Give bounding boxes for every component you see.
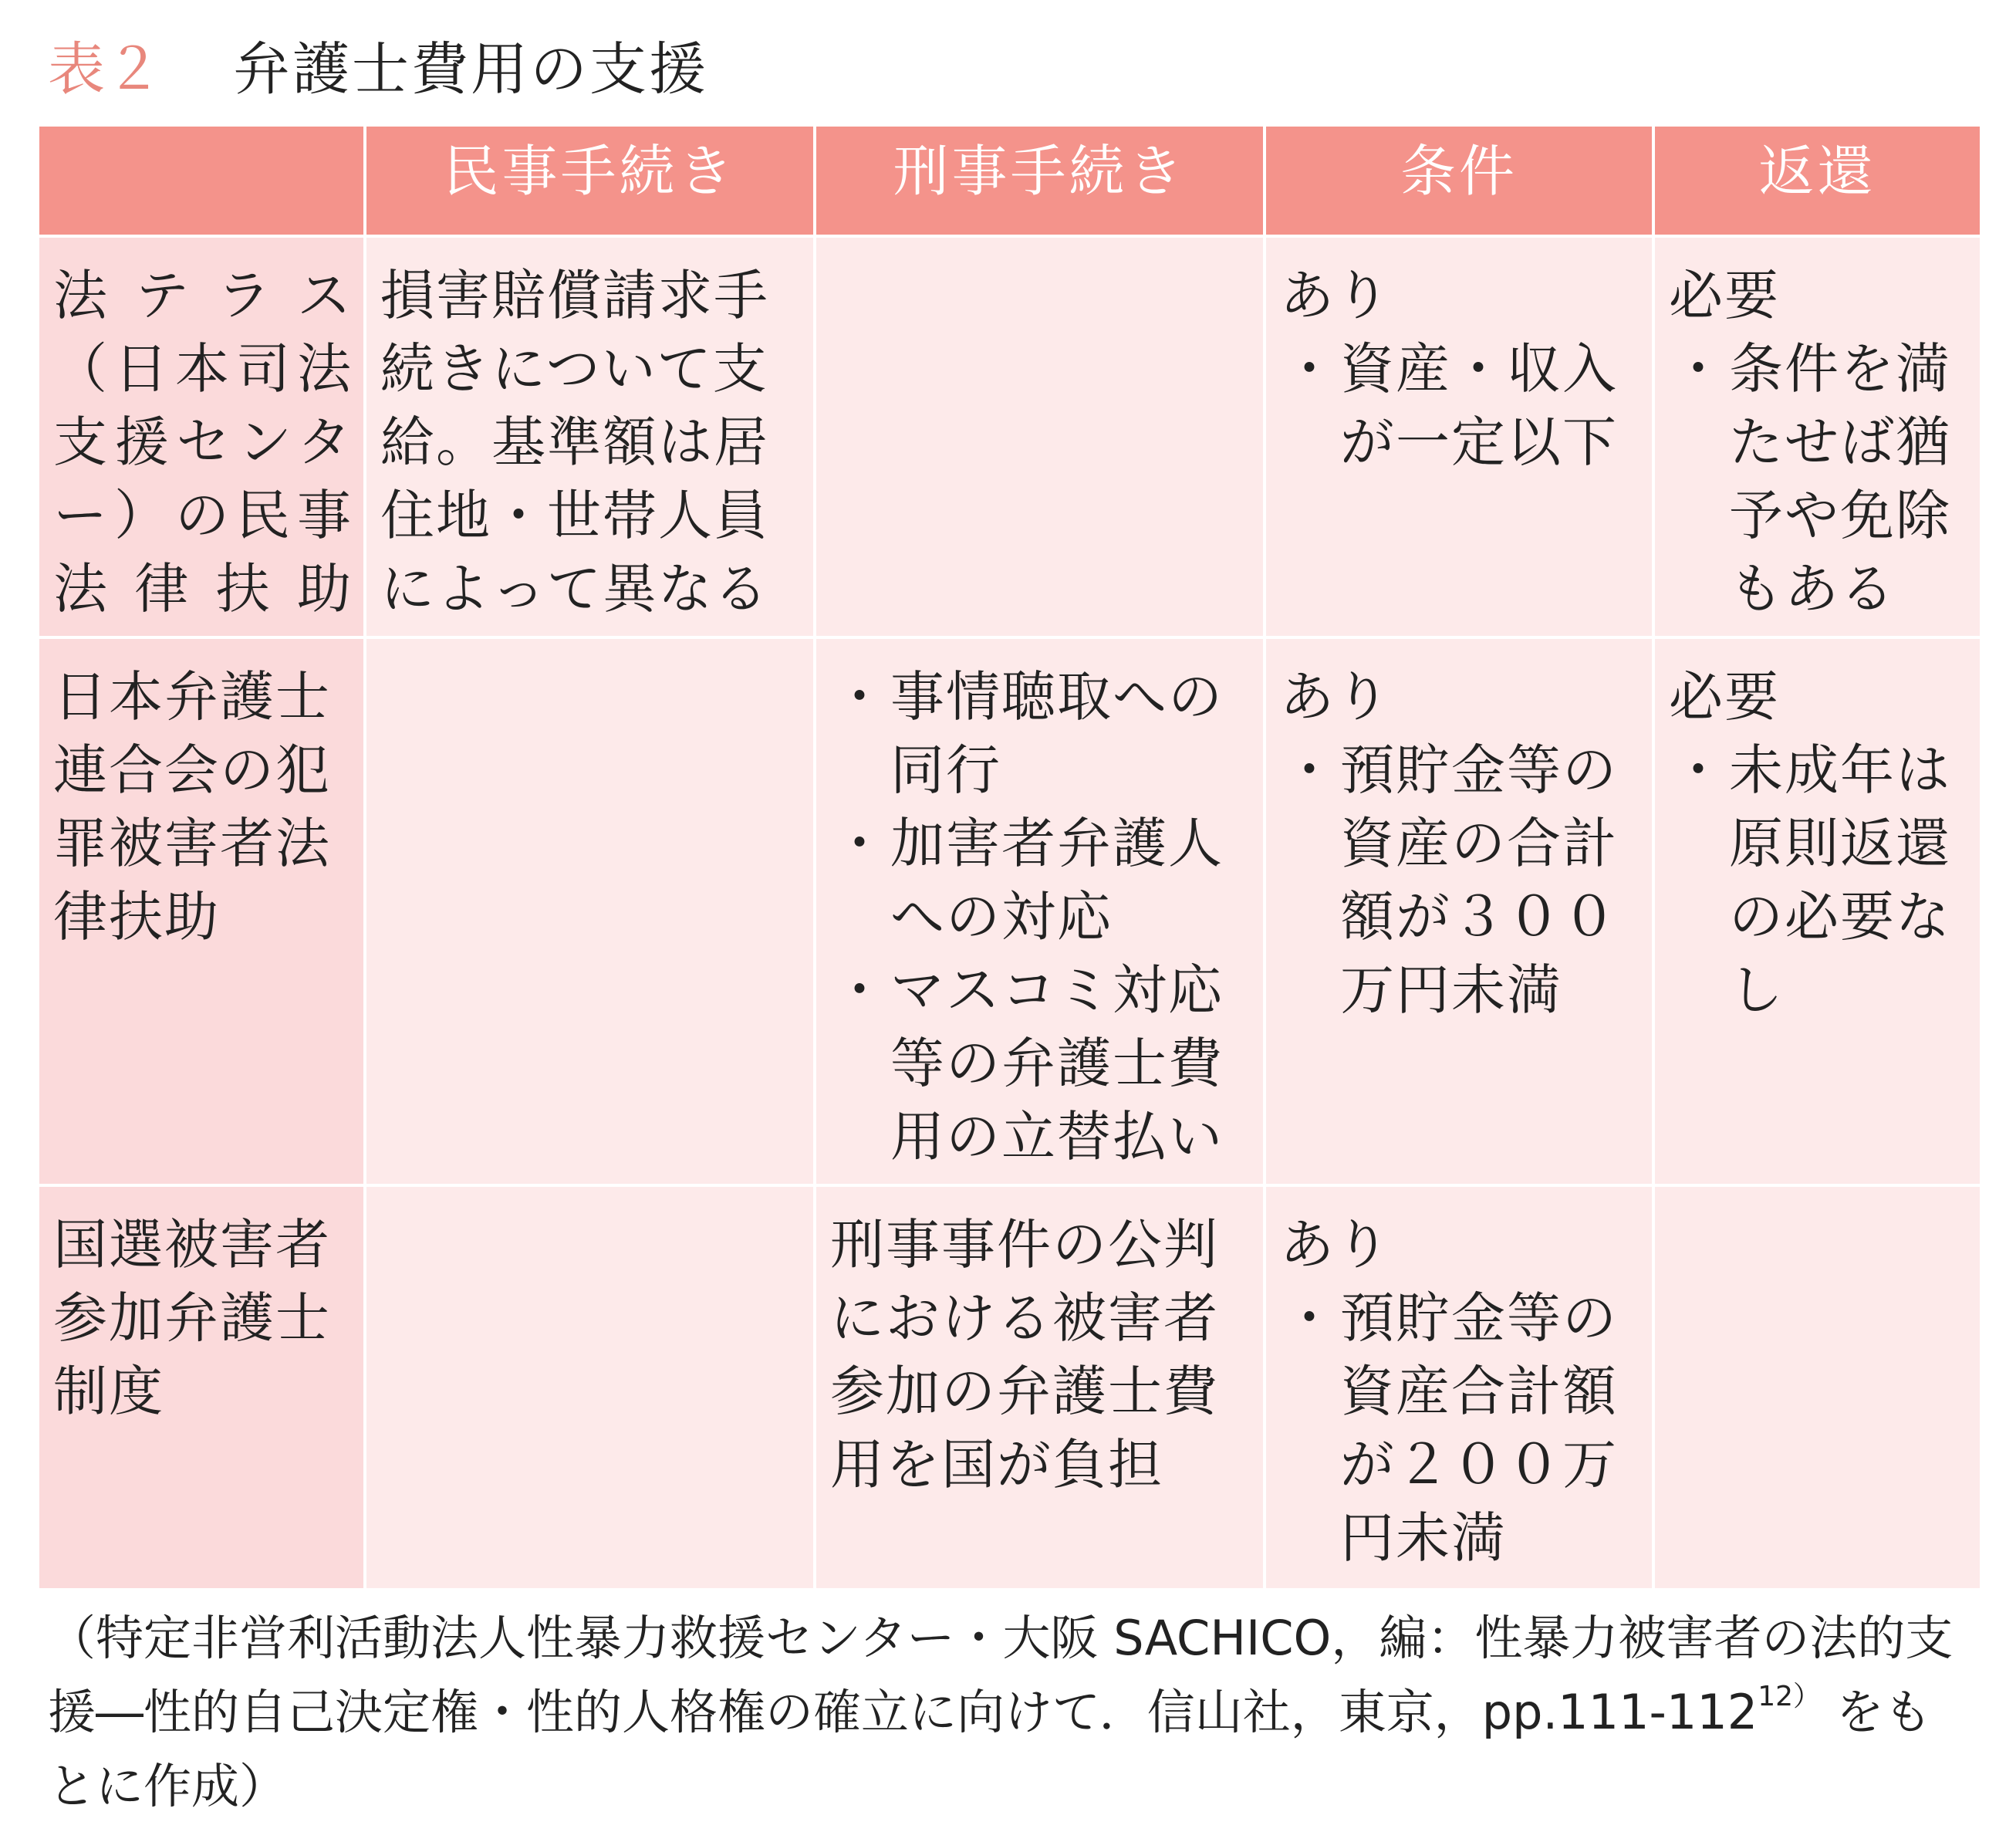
criminal-bullet-text: 事情聴取への同行 [890,665,1224,802]
table-row [38,637,1981,1185]
condition-cell [1265,1185,1653,1590]
table-row [38,1185,1981,1590]
condition-head: あり [1280,1213,1391,1276]
source-note-text: （特定非営利活動法人性暴力救援センター・大阪 SACHICO，編：性暴力被害者の法的支援―性的自己決定権・性的人格権の確立に向けて．信山社，東京，pp.111-112 [48,1610,1954,1740]
criminal-bullet [830,661,1252,807]
bullet-mark: ・ [1671,739,1727,802]
criminal-cell [815,1185,1265,1590]
source-note-suffix: をもとに作成） [48,1684,1932,1814]
table-number: 表２ [48,36,162,103]
repay-bullet-text: 条件を満たせば猶予や免除もある [1729,337,1951,620]
header-civil: 民事手続き [365,125,815,236]
repay-head [1655,1187,1980,1208]
repay-bullet-text: 未成年は原則返還の必要なし [1729,739,1951,1022]
civil-cell [365,236,815,637]
repay-head: 必要 [1669,264,1780,327]
criminal-text: 刑事事件の公判における被害者参加の弁護士費用を国が負担 [830,1213,1219,1496]
condition-cell [1265,236,1653,637]
support-table [36,123,1983,1591]
bullet-mark: ・ [1282,337,1338,401]
condition-bullet-text: 預貯金等の資産の合計額が３００万円未満 [1340,739,1618,1022]
header-condition: 条件 [1265,125,1653,236]
criminal-text [816,238,1263,259]
condition-bullet-text: 預貯金等の資産合計額が２００万円未満 [1340,1286,1618,1570]
criminal-bullet [830,954,1252,1174]
condition-bullet [1280,333,1641,479]
bullet-mark: ・ [1671,337,1727,401]
criminal-bullet-text: マスコミ対応等の弁護士費用の立替払い [890,958,1224,1168]
row-head-cell [38,236,365,637]
bullet-mark: ・ [1282,739,1338,802]
condition-bullet [1280,734,1641,1027]
bullet-mark: ・ [832,665,888,728]
criminal-cell [815,637,1265,1185]
civil-cell [365,1185,815,1590]
table-title-text: 弁護士費用の支援 [233,36,708,103]
bullet-mark: ・ [832,812,888,875]
civil-text: 損害賠償請求手続きについて支給。基準額は居住地・世帯人員によって異なる [380,264,769,620]
civil-text [366,639,813,661]
repay-bullet [1669,333,1969,626]
condition-cell [1265,637,1653,1185]
criminal-bullet [830,807,1252,954]
header-corner [38,125,365,236]
condition-bullet-text: 資産・収入が一定以下 [1340,337,1618,474]
row-head-text: 日本弁護士連合会の犯罪被害者法律扶助 [53,665,331,948]
header-repayment: 返還 [1653,125,1981,236]
condition-head: あり [1280,665,1391,728]
condition-bullet [1280,1282,1641,1575]
criminal-bullet-text: 加害者弁護人への対応 [890,812,1224,948]
bullet-mark: ・ [1282,1286,1338,1350]
reference-number: 12） [1758,1681,1822,1712]
repay-head: 必要 [1669,665,1780,728]
row-head-cell [38,637,365,1185]
row-head-text: 法テラス（日本司法支援センター）の民事法律扶助 [53,264,353,620]
repay-bullet [1669,734,1969,1027]
row-head-cell [38,1185,365,1590]
table-row [38,236,1981,637]
header-row [38,125,1981,236]
table-title [48,23,708,116]
repay-cell [1653,1185,1981,1590]
source-note [48,1601,1961,1824]
repay-cell [1653,637,1981,1185]
repay-cell [1653,236,1981,637]
header-criminal: 刑事手続き [815,125,1265,236]
civil-cell [365,637,815,1185]
bullet-mark: ・ [832,958,888,1022]
condition-head: あり [1280,264,1391,327]
criminal-cell [815,236,1265,637]
row-head-text: 国選被害者参加弁護士制度 [53,1213,331,1423]
civil-text [366,1187,813,1208]
